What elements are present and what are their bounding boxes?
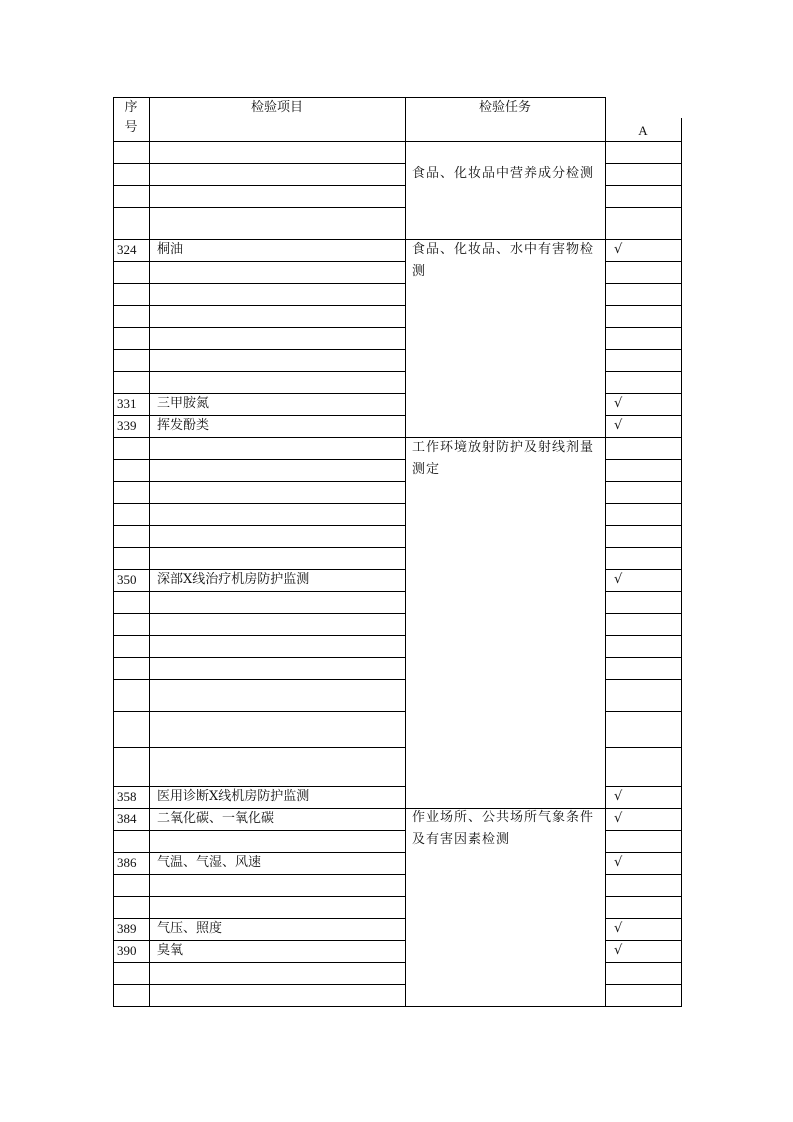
header-col-a: A — [638, 123, 648, 138]
row-number: 386 — [117, 855, 137, 870]
row-border-left — [113, 207, 406, 208]
row-number: 331 — [117, 396, 137, 411]
row-border-right — [605, 786, 682, 787]
row-border-right — [605, 185, 682, 186]
row-border-right — [605, 459, 682, 460]
row-border-right — [605, 747, 682, 748]
row-item: 气压、照度 — [157, 921, 223, 936]
row-border-full — [113, 808, 682, 809]
row-border-left — [113, 711, 406, 712]
row-border-right — [605, 481, 682, 482]
row-check-mark: √ — [614, 572, 623, 587]
row-check-mark: √ — [614, 811, 623, 826]
row-border-left — [113, 940, 406, 941]
row-border-left — [113, 896, 406, 897]
header-task: 检验任务 — [478, 100, 531, 115]
row-check-mark: √ — [614, 242, 623, 257]
row-border-left — [113, 874, 406, 875]
row-border-right — [605, 962, 682, 963]
row-border-right — [605, 657, 682, 658]
row-border-right — [605, 613, 682, 614]
row-border-left — [113, 481, 406, 482]
divider-task-a — [605, 97, 606, 1007]
row-border-full — [113, 1006, 682, 1007]
row-item: 挥发酚类 — [157, 418, 210, 433]
row-border-left — [113, 569, 406, 570]
row-border-left — [113, 503, 406, 504]
row-border-left — [113, 984, 406, 985]
row-border-right — [605, 711, 682, 712]
row-border-right — [605, 896, 682, 897]
header-bottom-border — [113, 141, 682, 142]
row-number: 358 — [117, 789, 137, 804]
row-border-right — [605, 207, 682, 208]
task-group-3: 工作环境放射防护及射线剂量测定 — [412, 440, 595, 477]
row-border-left — [113, 786, 406, 787]
row-border-right — [605, 327, 682, 328]
row-border-right — [605, 393, 682, 394]
row-border-left — [113, 415, 406, 416]
row-border-left — [113, 185, 406, 186]
row-check-mark: √ — [614, 396, 623, 411]
header-item: 检验项目 — [250, 100, 303, 115]
row-item: 臭氧 — [157, 943, 184, 958]
row-border-left — [113, 830, 406, 831]
row-border-left — [113, 918, 406, 919]
row-item: 三甲胺氮 — [157, 396, 210, 411]
row-check-mark: √ — [614, 418, 623, 433]
task-group-1: 食品、化妆品中营养成分检测 — [412, 166, 595, 181]
row-border-left — [113, 747, 406, 748]
row-border-right — [605, 525, 682, 526]
row-border-left — [113, 635, 406, 636]
border-left — [113, 97, 114, 1007]
row-check-mark: √ — [614, 921, 623, 936]
header-seq-line2: 号 — [124, 120, 138, 135]
row-border-right — [605, 163, 682, 164]
table-top-border — [113, 97, 606, 98]
row-border-right — [605, 569, 682, 570]
row-border-left — [113, 459, 406, 460]
divider-item-task — [405, 97, 406, 1007]
row-border-right — [605, 591, 682, 592]
row-number: 389 — [117, 921, 137, 936]
row-border-right — [605, 852, 682, 853]
row-number: 324 — [117, 242, 137, 257]
row-border-left — [113, 371, 406, 372]
row-border-left — [113, 525, 406, 526]
row-item: 二氧化碳、一氧化碳 — [157, 811, 275, 826]
row-border-right — [605, 874, 682, 875]
row-item: 气温、气湿、风速 — [157, 855, 262, 870]
row-border-left — [113, 852, 406, 853]
row-border-right — [605, 635, 682, 636]
row-border-right — [605, 349, 682, 350]
row-item: 深部X线治疗机房防护监测 — [157, 572, 310, 587]
row-border-left — [113, 261, 406, 262]
row-border-left — [113, 327, 406, 328]
row-border-right — [605, 918, 682, 919]
row-border-right — [605, 305, 682, 306]
row-border-left — [113, 393, 406, 394]
row-border-right — [605, 261, 682, 262]
row-border-right — [605, 679, 682, 680]
divider-seq-item — [149, 97, 150, 1007]
row-border-left — [113, 349, 406, 350]
row-border-full — [113, 437, 682, 438]
row-border-right — [605, 371, 682, 372]
row-check-mark: √ — [614, 855, 623, 870]
row-border-left — [113, 591, 406, 592]
task-group-2: 食品、化妆品、水中有害物检测 — [412, 242, 595, 279]
row-item: 医用诊断X线机房防护监测 — [157, 789, 310, 804]
row-border-right — [605, 503, 682, 504]
row-border-left — [113, 305, 406, 306]
row-border-right — [605, 283, 682, 284]
row-border-left — [113, 679, 406, 680]
row-border-left — [113, 613, 406, 614]
row-number: 390 — [117, 943, 137, 958]
row-item: 桐油 — [157, 242, 184, 257]
row-number: 350 — [117, 572, 137, 587]
row-number: 384 — [117, 811, 137, 826]
row-check-mark: √ — [614, 943, 623, 958]
row-border-left — [113, 547, 406, 548]
row-number: 339 — [117, 418, 137, 433]
row-border-left — [113, 283, 406, 284]
row-check-mark: √ — [614, 789, 623, 804]
row-border-right — [605, 415, 682, 416]
task-group-4: 作业场所、公共场所气象条件及有害因素检测 — [412, 810, 595, 847]
row-border-right — [605, 547, 682, 548]
row-border-left — [113, 657, 406, 658]
row-border-left — [113, 962, 406, 963]
row-border-right — [605, 940, 682, 941]
row-border-right — [605, 830, 682, 831]
row-border-full — [113, 239, 682, 240]
row-border-left — [113, 163, 406, 164]
row-border-right — [605, 984, 682, 985]
header-seq-line1: 序 — [124, 100, 138, 115]
